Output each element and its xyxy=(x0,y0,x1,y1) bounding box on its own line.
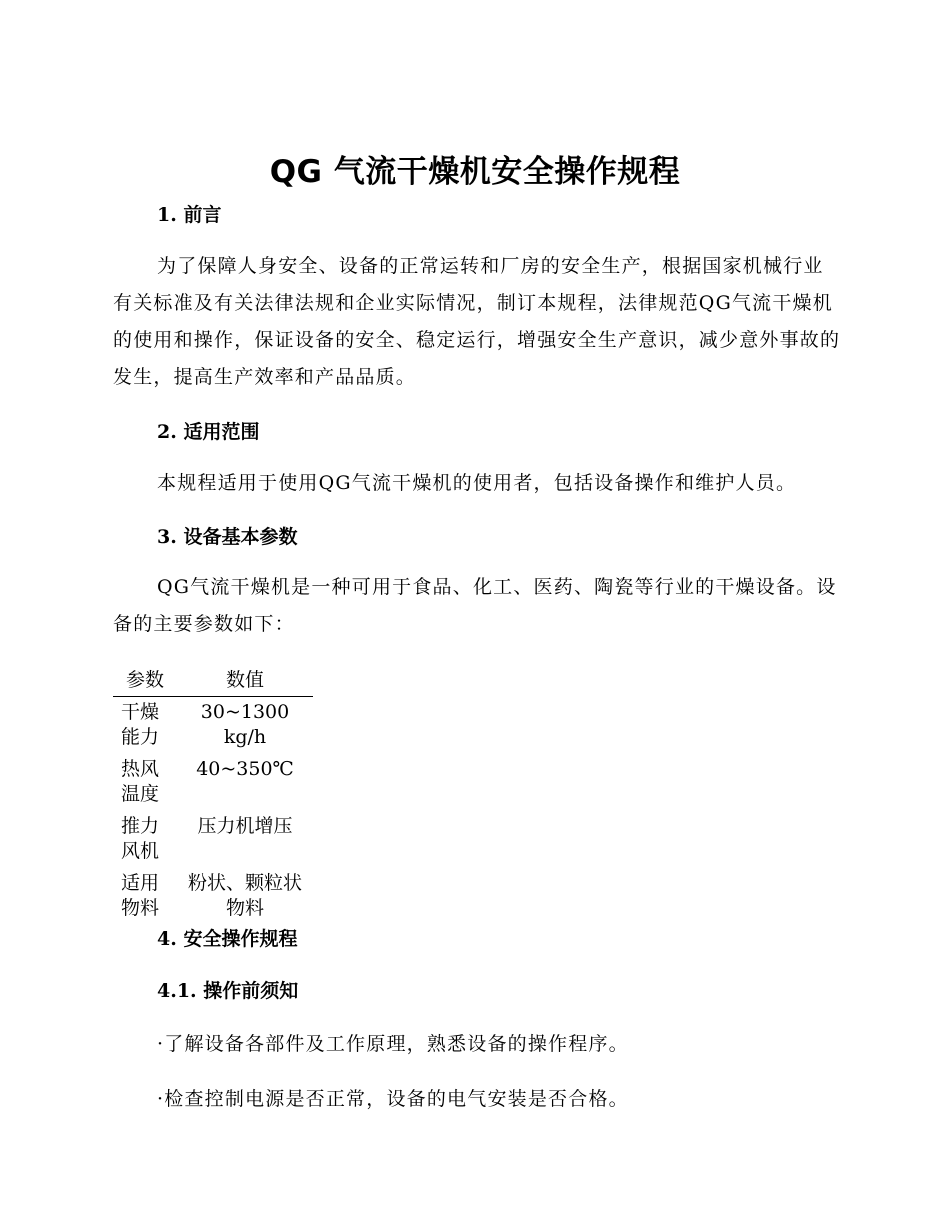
section-heading-scope: 2. 适用范围 xyxy=(157,421,260,443)
table-cell-parameter: 干燥能力 xyxy=(121,701,160,748)
table-header-row xyxy=(113,666,313,697)
section-paragraph-scope: 本规程适用于使用QG气流干燥机的使用者，包括设备操作和维护人员。 xyxy=(157,472,797,494)
table-cell-value: 粉状、颗粒状物料 xyxy=(187,872,302,919)
list-item: ·了解设备各部件及工作原理，熟悉设备的操作程序。 xyxy=(157,1033,629,1055)
section-heading-safety-rules: 4. 安全操作规程 xyxy=(157,928,298,950)
table-cell-value: 压力机增压 xyxy=(197,815,293,837)
parameters-table xyxy=(113,666,313,925)
table-cell-parameter: 适用物料 xyxy=(121,872,160,919)
table-cell-value: 40~350℃ xyxy=(196,758,294,780)
table-cell-value: 30~1300 kg/h xyxy=(200,701,290,748)
table-row xyxy=(113,868,313,925)
table-cell-parameter: 热风温度 xyxy=(121,758,160,805)
table-row xyxy=(113,754,313,811)
table-header-cell: 参数 xyxy=(113,666,177,697)
list-item: ·检查控制电源是否正常，设备的电气安装是否合格。 xyxy=(157,1088,629,1110)
table-cell-parameter: 推力风机 xyxy=(121,815,160,862)
section-paragraph-parameters: QG气流干燥机是一种可用于食品、化工、医药、陶瓷等行业的干燥设备。设备的主要参数如下： xyxy=(113,576,837,635)
table-header-cell: 数值 xyxy=(177,666,313,697)
table-row xyxy=(113,697,313,755)
section-heading-preface: 1. 前言 xyxy=(157,204,222,226)
section-heading-parameters: 3. 设备基本参数 xyxy=(157,526,298,548)
subsection-heading-before-operation: 4.1. 操作前须知 xyxy=(157,980,299,1002)
section-paragraph-preface: 为了保障人身安全、设备的正常运转和厂房的安全生产，根据国家机械行业有关标准及有关法律法规和企业实际情况，制订本规程，法律规范QG气流干燥机的使用和操作，保证设备的安全、稳定运行，增强安全生产意识，减少意外事故的发生，提高生产效率和产品品质。 xyxy=(113,255,841,388)
table-row xyxy=(113,811,313,868)
document-title: QG 气流干燥机安全操作规程 xyxy=(269,154,681,190)
